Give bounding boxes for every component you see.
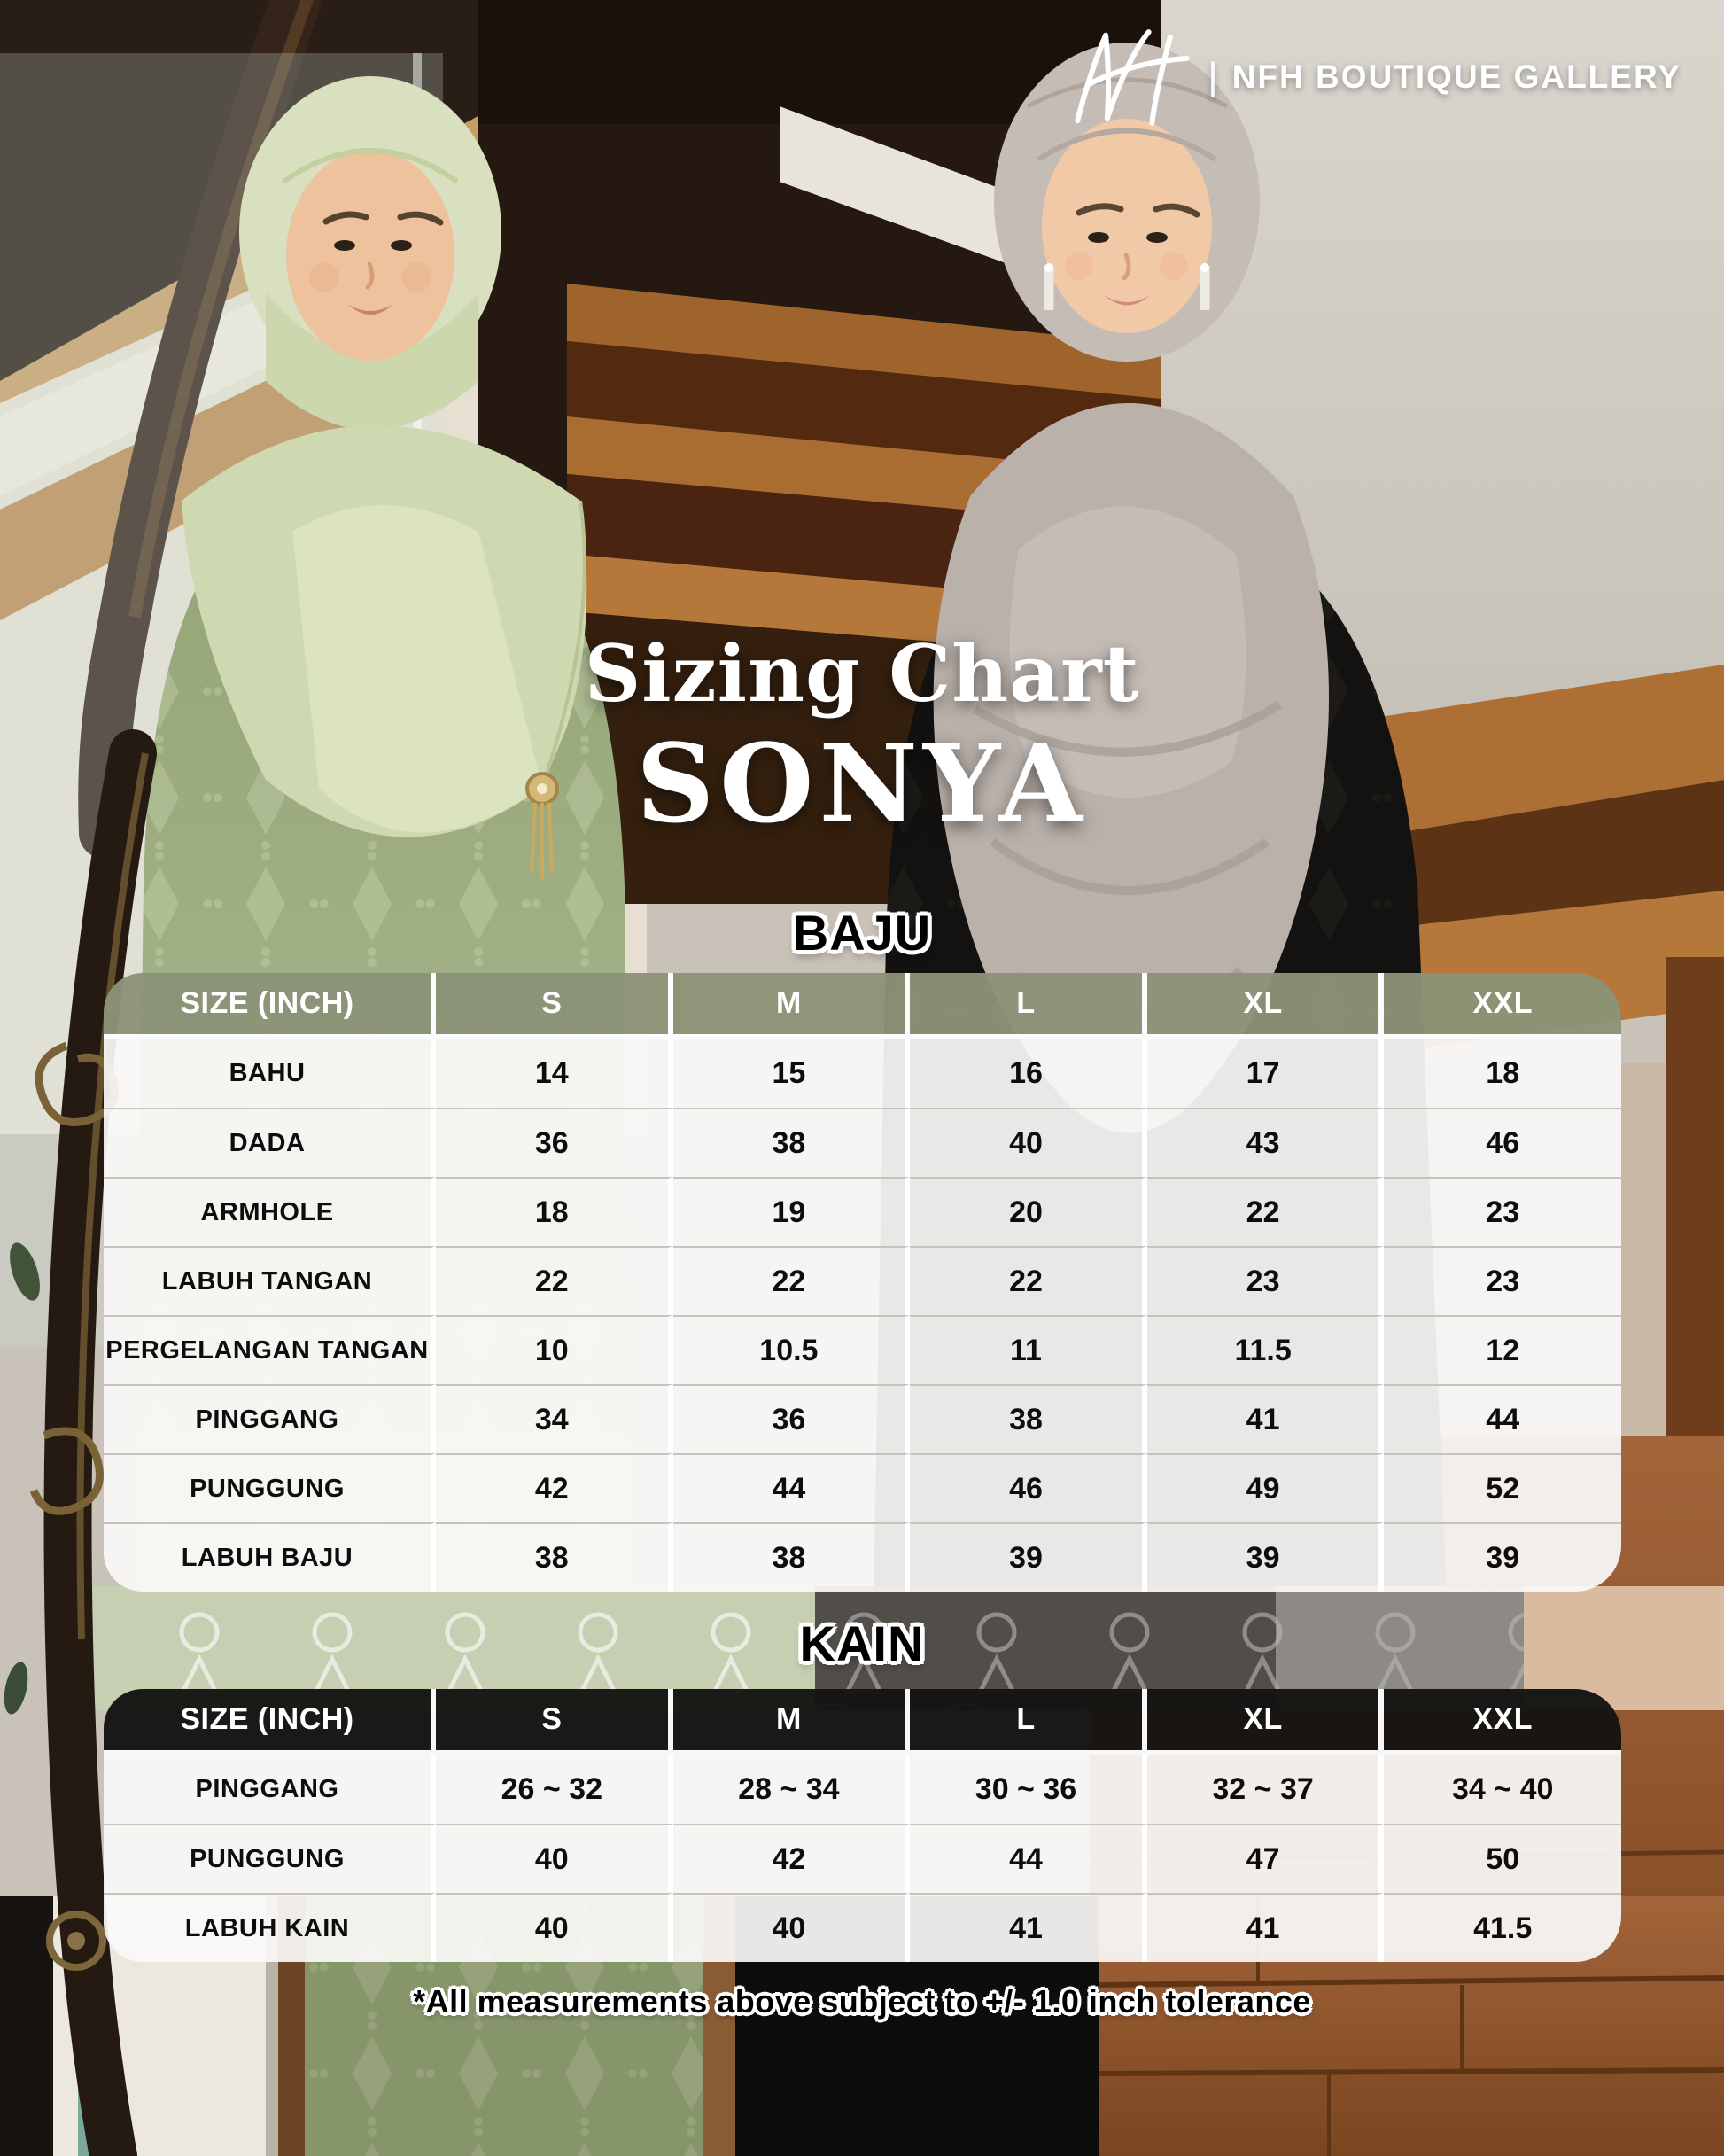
measurement-value: 22 [910, 1246, 1147, 1315]
kain-table-header-row [104, 1689, 1621, 1755]
measurement-value: 41 [1147, 1893, 1385, 1962]
kain-col-size: SIZE (INCH) [104, 1689, 436, 1755]
baju-section-heading: BAJU [792, 905, 932, 961]
baju-col-size: SIZE (INCH) [104, 973, 436, 1039]
measurement-value: 20 [910, 1177, 1147, 1246]
table-row [104, 1522, 1621, 1592]
measurement-value: 28 ~ 34 [673, 1755, 911, 1824]
measurement-value: 23 [1384, 1246, 1621, 1315]
measurement-value: 23 [1147, 1246, 1385, 1315]
nfh-logo-monogram [1069, 25, 1193, 129]
measurement-value: 30 ~ 36 [910, 1755, 1147, 1824]
brand-separator: | [1208, 55, 1218, 98]
kain-section-heading: KAIN [799, 1615, 925, 1671]
poster-title-product-name: SONYA [636, 720, 1088, 847]
measurement-value: 22 [673, 1246, 911, 1315]
kain-col-s: S [436, 1689, 673, 1755]
baju-col-xxl: XXL [1384, 973, 1621, 1039]
table-row [104, 1755, 1621, 1824]
poster-title-script: Sizing Chart [584, 627, 1140, 720]
measurement-value: 49 [1147, 1453, 1385, 1522]
baju-size-table [104, 973, 1621, 1592]
measurement-value: 32 ~ 37 [1147, 1755, 1385, 1824]
measurement-value: 38 [673, 1108, 911, 1177]
measurement-value: 41 [910, 1893, 1147, 1962]
kain-col-m: M [673, 1689, 911, 1755]
measurement-value: 47 [1147, 1824, 1385, 1893]
measurement-value: 43 [1147, 1108, 1385, 1177]
measurement-value: 40 [910, 1108, 1147, 1177]
brand-name: NFH BOUTIQUE GALLERY [1231, 58, 1681, 95]
measurement-value: 52 [1384, 1453, 1621, 1522]
table-row [104, 1108, 1621, 1177]
measurement-value: 40 [436, 1893, 673, 1962]
measurement-label: PINGGANG [104, 1755, 436, 1824]
measurement-value: 34 [436, 1384, 673, 1453]
table-row [104, 1177, 1621, 1246]
baju-col-l: L [910, 973, 1147, 1039]
measurement-value: 22 [436, 1246, 673, 1315]
measurement-value: 41.5 [1384, 1893, 1621, 1962]
kain-col-xxl: XXL [1384, 1689, 1621, 1755]
kain-size-table [104, 1689, 1621, 1962]
measurement-label: DADA [104, 1108, 436, 1177]
measurement-value: 26 ~ 32 [436, 1755, 673, 1824]
measurement-value: 44 [673, 1453, 911, 1522]
measurement-value: 14 [436, 1039, 673, 1108]
table-row [104, 1384, 1621, 1453]
table-row [104, 1453, 1621, 1522]
measurement-value: 44 [1384, 1384, 1621, 1453]
measurement-value: 41 [1147, 1384, 1385, 1453]
measurement-value: 19 [673, 1177, 911, 1246]
measurement-value: 46 [1384, 1108, 1621, 1177]
baju-col-m: M [673, 973, 911, 1039]
table-row [104, 1039, 1621, 1108]
kain-col-xl: XL [1147, 1689, 1385, 1755]
measurement-value: 10.5 [673, 1315, 911, 1384]
measurement-label: PUNGGUNG [104, 1824, 436, 1893]
measurement-value: 18 [436, 1177, 673, 1246]
measurement-value: 36 [436, 1108, 673, 1177]
measurement-value: 50 [1384, 1824, 1621, 1893]
measurement-label: BAHU [104, 1039, 436, 1108]
measurement-value: 10 [436, 1315, 673, 1384]
measurement-label: LABUH BAJU [104, 1522, 436, 1592]
measurement-value: 18 [1384, 1039, 1621, 1108]
measurement-label: PINGGANG [104, 1384, 436, 1453]
measurement-label: ARMHOLE [104, 1177, 436, 1246]
measurement-value: 38 [910, 1384, 1147, 1453]
measurement-label: PERGELANGAN TANGAN [104, 1315, 436, 1384]
measurement-label: PUNGGUNG [104, 1453, 436, 1522]
measurement-value: 39 [1384, 1522, 1621, 1592]
measurement-value: 11.5 [1147, 1315, 1385, 1384]
brand-bar [1069, 25, 1681, 129]
table-row [104, 1824, 1621, 1893]
measurement-value: 46 [910, 1453, 1147, 1522]
measurement-label: LABUH KAIN [104, 1893, 436, 1962]
measurement-value: 23 [1384, 1177, 1621, 1246]
measurement-value: 36 [673, 1384, 911, 1453]
baju-table-header-row [104, 973, 1621, 1039]
measurement-label: LABUH TANGAN [104, 1246, 436, 1315]
table-row [104, 1893, 1621, 1962]
baju-col-s: S [436, 973, 673, 1039]
measurement-value: 40 [436, 1824, 673, 1893]
measurement-value: 40 [673, 1893, 911, 1962]
measurement-value: 22 [1147, 1177, 1385, 1246]
measurement-value: 34 ~ 40 [1384, 1755, 1621, 1824]
measurement-value: 39 [1147, 1522, 1385, 1592]
measurement-tolerance-note: *All measurements above subject to +/- 1.0 inch tolerance [413, 1983, 1311, 2020]
measurement-value: 12 [1384, 1315, 1621, 1384]
measurement-value: 11 [910, 1315, 1147, 1384]
baju-col-xl: XL [1147, 973, 1385, 1039]
measurement-value: 38 [436, 1522, 673, 1592]
table-row [104, 1315, 1621, 1384]
measurement-value: 38 [673, 1522, 911, 1592]
table-row [104, 1246, 1621, 1315]
measurement-value: 16 [910, 1039, 1147, 1108]
measurement-value: 44 [910, 1824, 1147, 1893]
measurement-value: 42 [436, 1453, 673, 1522]
measurement-value: 42 [673, 1824, 911, 1893]
measurement-value: 17 [1147, 1039, 1385, 1108]
measurement-value: 15 [673, 1039, 911, 1108]
measurement-value: 39 [910, 1522, 1147, 1592]
kain-col-l: L [910, 1689, 1147, 1755]
